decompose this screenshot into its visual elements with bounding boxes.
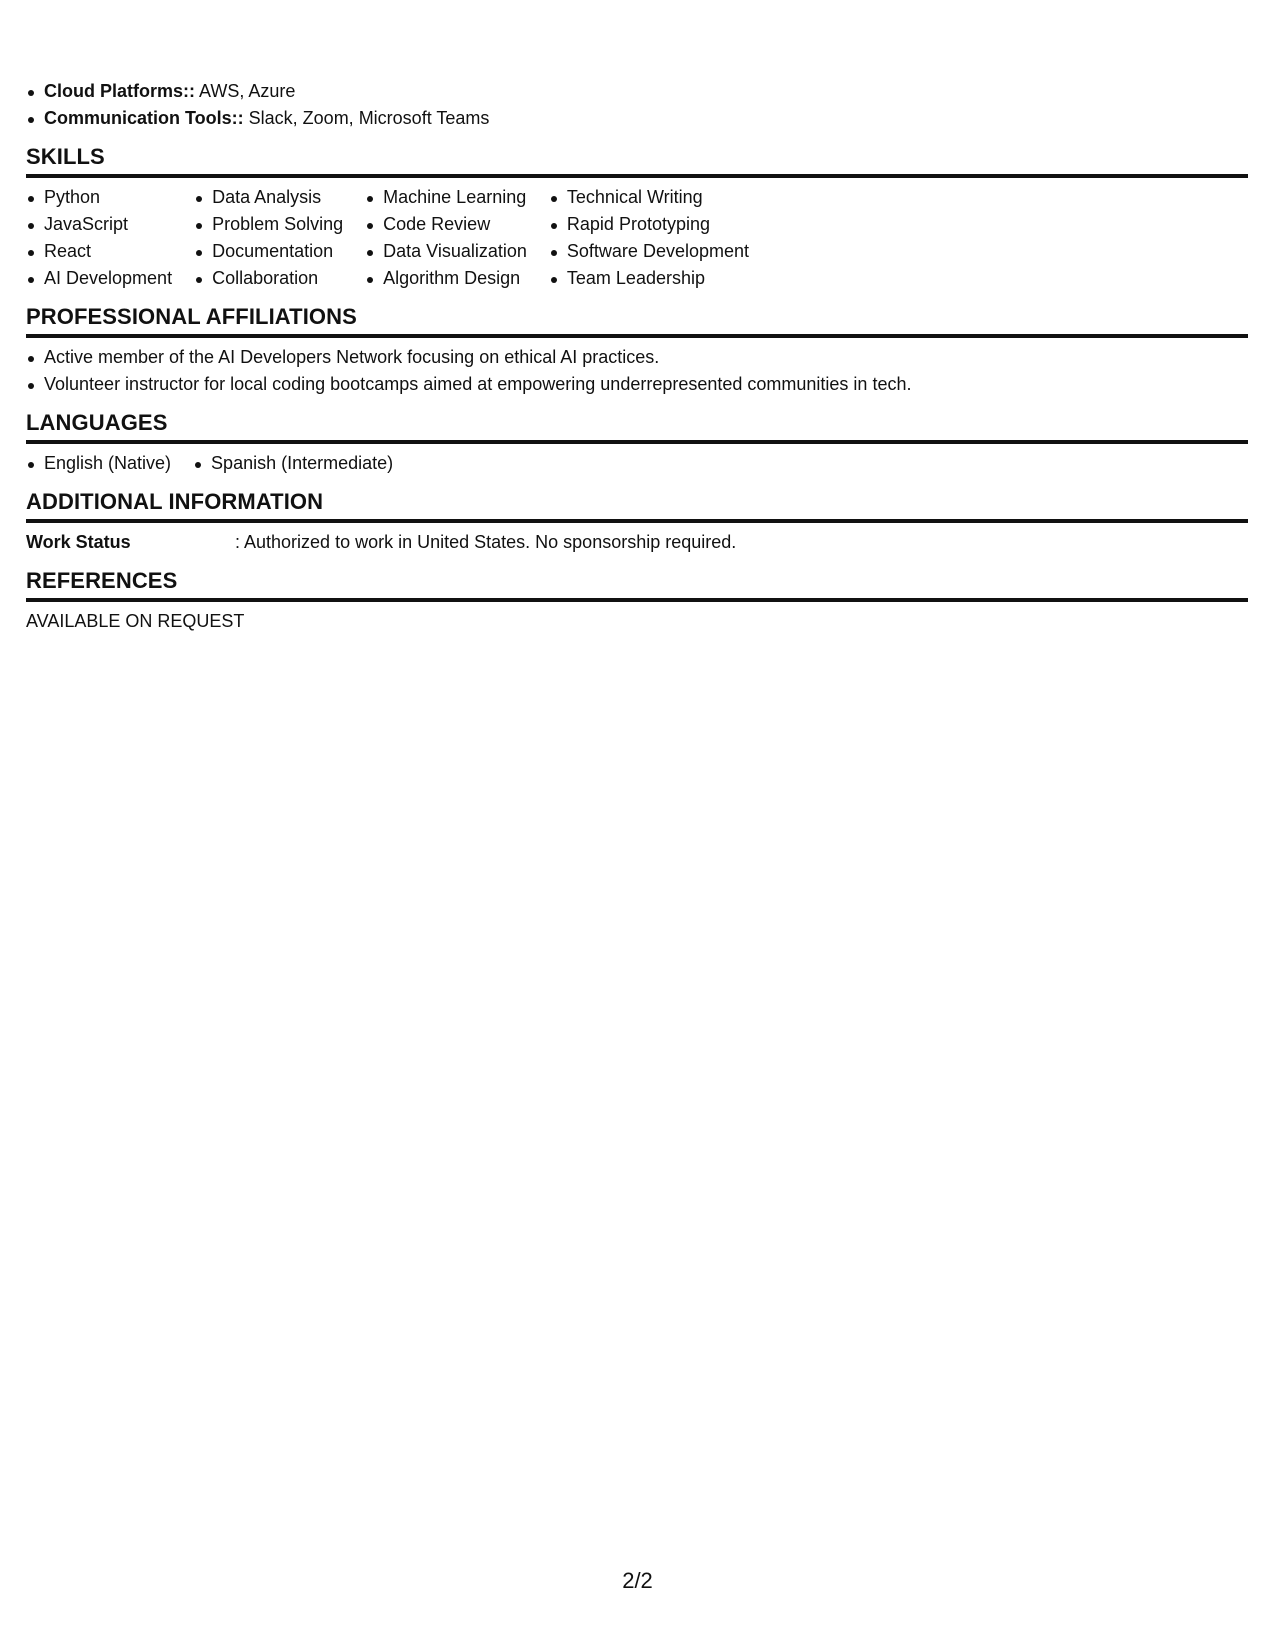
work-status-value: : Authorized to work in United States. No sponsorship required. [235, 532, 737, 552]
language-item: English (Native) [26, 450, 171, 477]
skills-grid [26, 184, 1248, 292]
skill-item: Collaboration [194, 265, 343, 292]
affiliation-item: Volunteer instructor for local coding bootcamps aimed at empowering underrepresented communities in tech. [26, 371, 1248, 398]
tool-label: Communication Tools:: [44, 108, 244, 128]
skill-item: Data Analysis [194, 184, 343, 211]
tool-value: AWS, Azure [195, 81, 296, 101]
section-title-skills: SKILLS [26, 144, 105, 169]
resume-page [26, 78, 1248, 635]
skill-item: Python [26, 184, 172, 211]
language-item: Spanish (Intermediate) [193, 450, 393, 477]
affiliations-list [26, 344, 1248, 398]
languages-list [26, 450, 1248, 477]
affiliation-item: Active member of the AI Developers Network focusing on ethical AI practices. [26, 344, 1248, 371]
skill-item: Code Review [365, 211, 527, 238]
skill-item: AI Development [26, 265, 172, 292]
skill-item: Documentation [194, 238, 343, 265]
section-divider [26, 598, 1248, 602]
section-divider [26, 174, 1248, 178]
references-text: AVAILABLE ON REQUEST [26, 611, 245, 631]
section-title-languages: LANGUAGES [26, 410, 168, 435]
section-title-references: REFERENCES [26, 568, 178, 593]
list-item [26, 105, 1248, 132]
skill-item: Algorithm Design [365, 265, 527, 292]
section-divider [26, 334, 1248, 338]
tool-value: Slack, Zoom, Microsoft Teams [243, 108, 490, 128]
work-status-label: Work Status [26, 532, 131, 552]
skills-column [26, 184, 172, 292]
list-item [26, 78, 1248, 105]
work-status-row [26, 529, 1248, 556]
section-title-additional-information: ADDITIONAL INFORMATION [26, 489, 324, 514]
skills-column [365, 184, 527, 292]
section-divider [26, 519, 1248, 523]
tools-list [26, 78, 1248, 132]
skill-item: Team Leadership [549, 265, 749, 292]
skill-item: Problem Solving [194, 211, 343, 238]
section-divider [26, 440, 1248, 444]
page-number: 2/2 [622, 1568, 653, 1593]
skill-item: JavaScript [26, 211, 172, 238]
skill-item: Machine Learning [365, 184, 527, 211]
skill-item: Data Visualization [365, 238, 527, 265]
skill-item: Rapid Prototyping [549, 211, 749, 238]
section-title-affiliations: PROFESSIONAL AFFILIATIONS [26, 304, 357, 329]
skills-column [549, 184, 749, 292]
skill-item: React [26, 238, 172, 265]
skill-item: Software Development [549, 238, 749, 265]
tool-label: Cloud Platforms:: [44, 81, 195, 101]
skills-column [194, 184, 343, 292]
skill-item: Technical Writing [549, 184, 749, 211]
